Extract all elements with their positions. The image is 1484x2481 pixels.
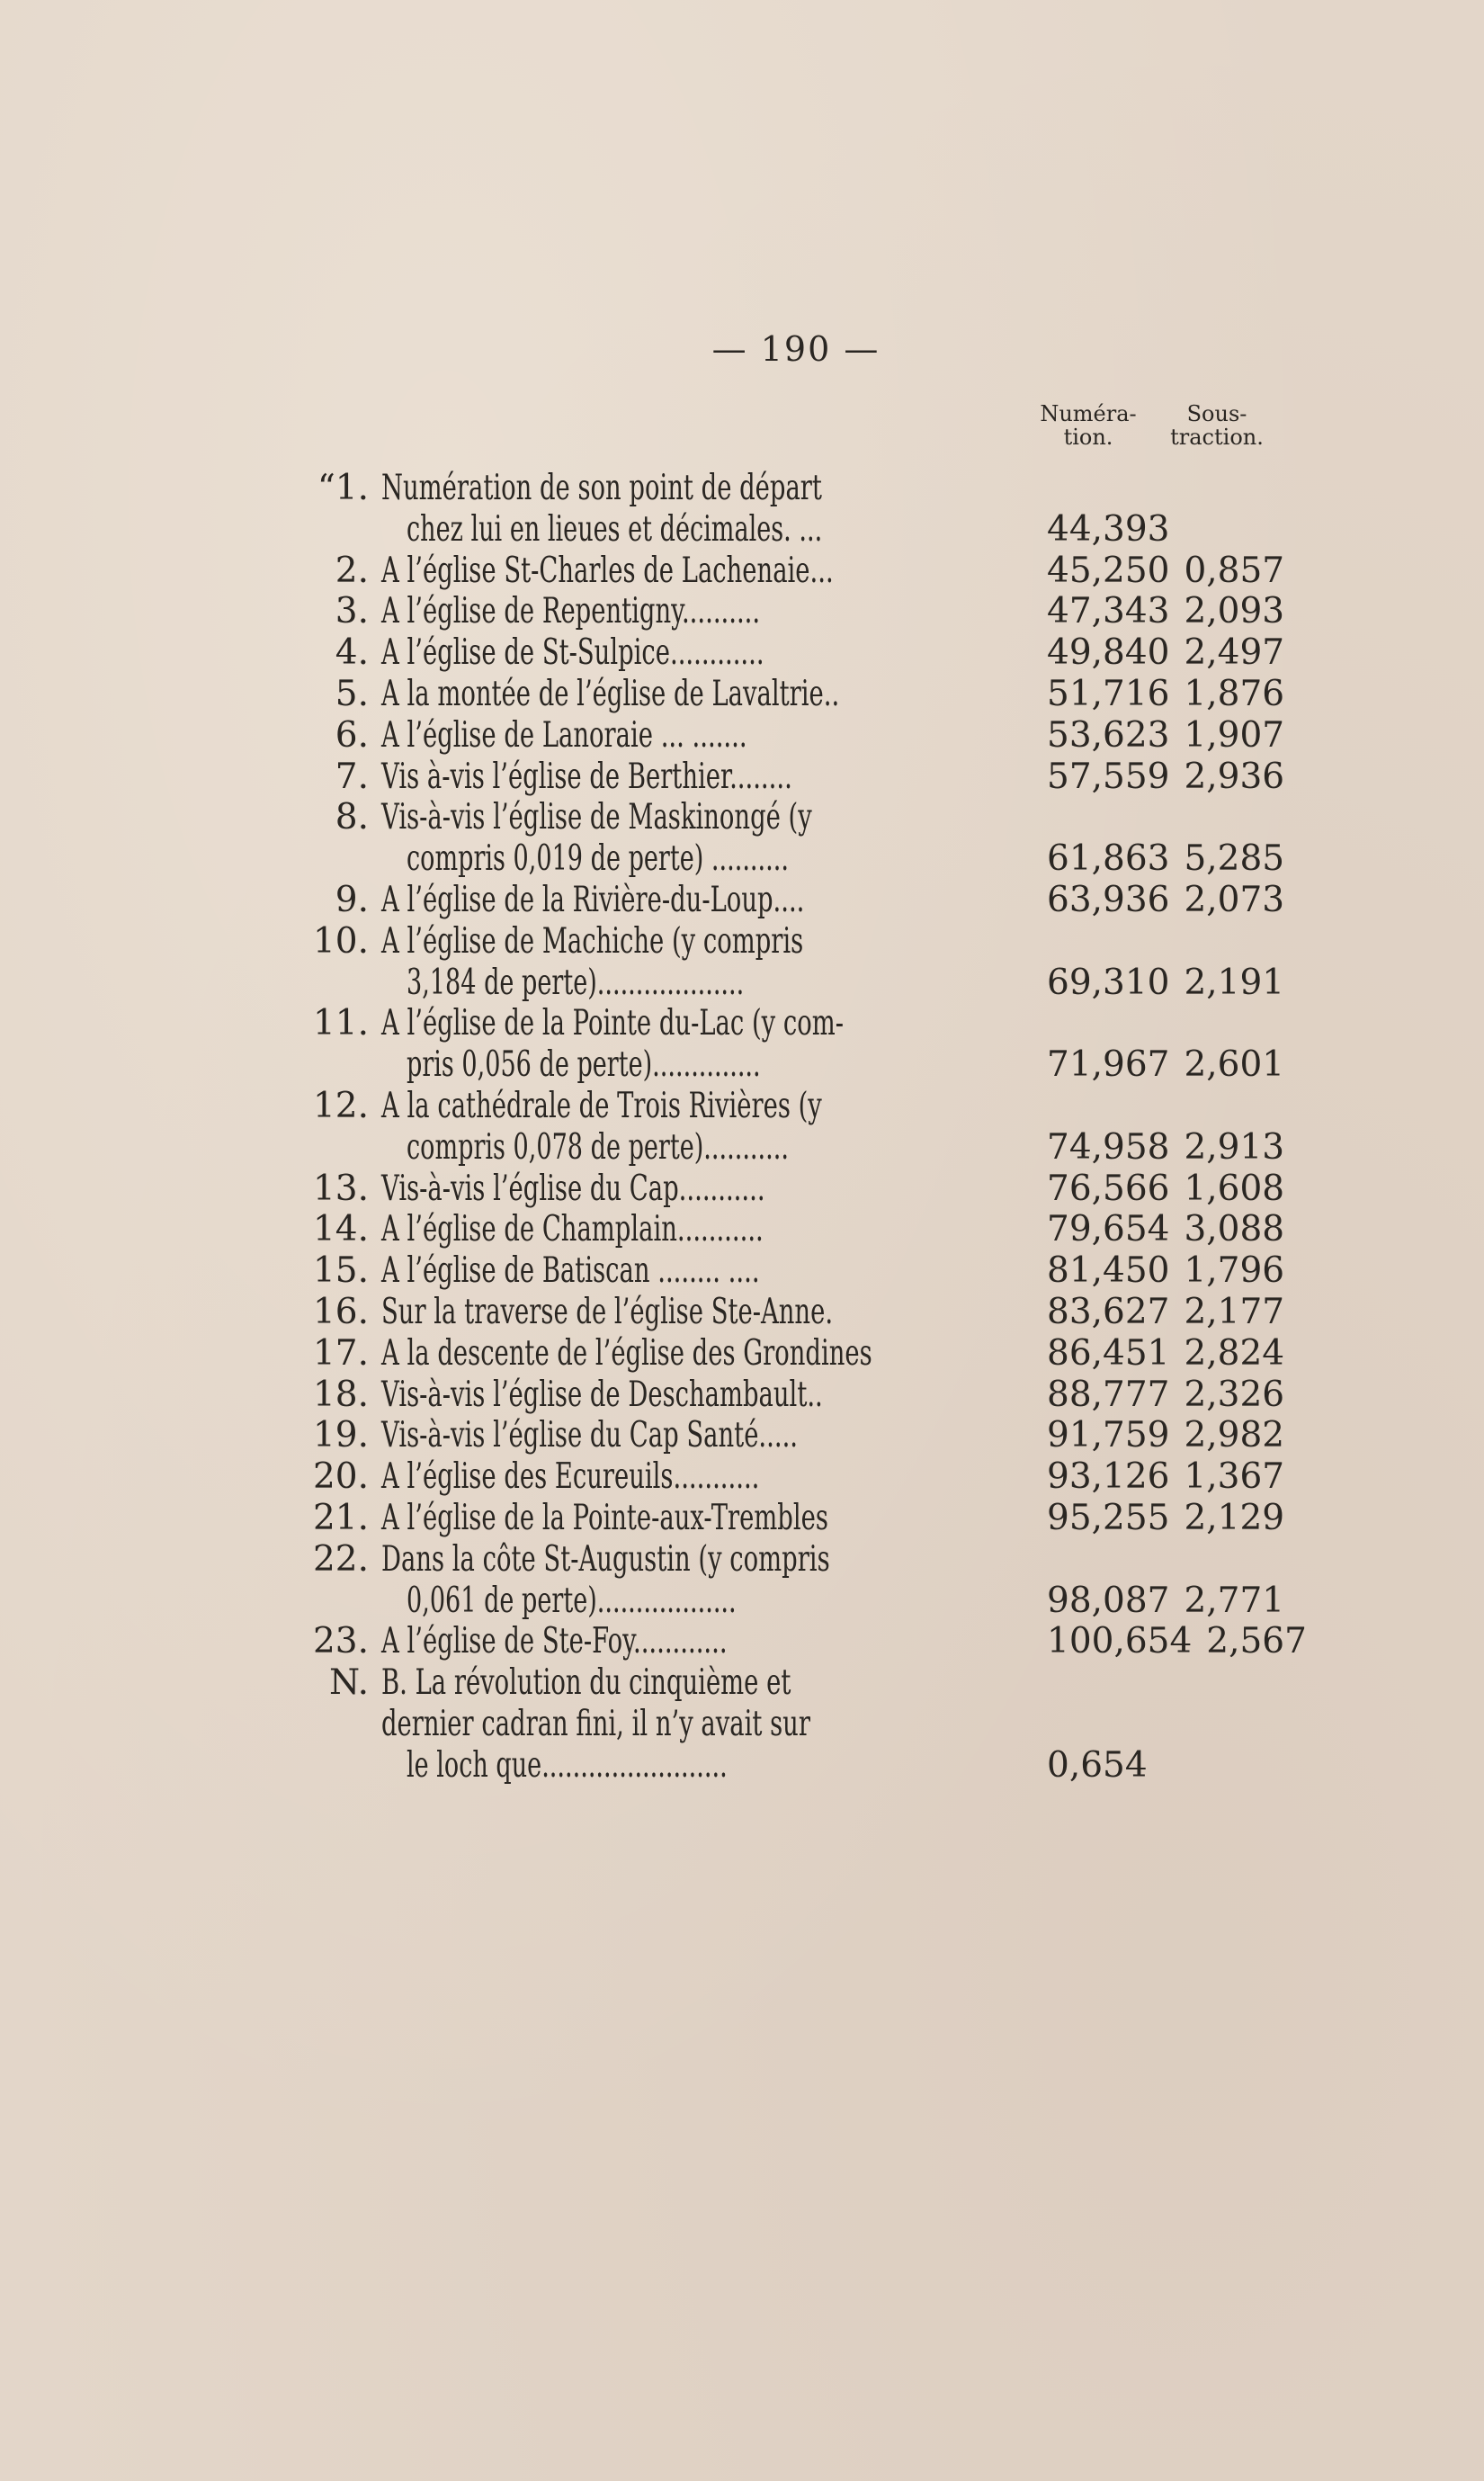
numeration-value: 100,654 [1047, 1621, 1193, 1662]
soustraction-value: 2,567 [1206, 1621, 1307, 1662]
soustraction-value: 2,824 [1184, 1332, 1285, 1374]
entry-values [1047, 1086, 1061, 1127]
numeration-value: 98,087 [1047, 1580, 1170, 1621]
entry-values [1047, 1209, 1284, 1250]
soustraction-value: 2,093 [1184, 591, 1285, 632]
soustraction-value: 2,601 [1184, 1044, 1285, 1086]
entry-text: A l’église de Repentigny.......... [381, 591, 761, 632]
list-item [306, 1003, 1313, 1044]
numeration-value: 93,126 [1047, 1456, 1170, 1498]
entry-values [1047, 1456, 1284, 1498]
entry-values [1047, 757, 1284, 798]
soustraction-value: 2,073 [1184, 879, 1285, 920]
list-item [306, 1621, 1313, 1662]
entry-values [1047, 674, 1284, 715]
entry-text: A l’église de la Pointe-aux-Trembles [381, 1497, 828, 1538]
entry-values [1047, 963, 1284, 1004]
entry-number: 20. [312, 1456, 369, 1498]
numeration-header-line-2: tion. [1063, 425, 1113, 450]
list-item [306, 880, 1313, 921]
list-item [306, 1662, 1313, 1704]
list-item [306, 963, 1313, 1004]
entry-values [1047, 921, 1061, 963]
entry-values [1047, 632, 1284, 674]
soustraction-value: 2,326 [1184, 1374, 1285, 1415]
numeration-column-header [1030, 402, 1147, 449]
list-item [306, 1127, 1313, 1169]
soustraction-value: 5,285 [1184, 838, 1285, 880]
list-item [306, 757, 1313, 798]
list-item [306, 1292, 1313, 1333]
list-item [306, 1704, 1313, 1745]
numeration-value: 88,777 [1047, 1374, 1170, 1415]
entry-values [1047, 1044, 1284, 1086]
entry-values [1047, 1169, 1284, 1210]
entry-text: Vis-à-vis l’église de Deschambault.. [381, 1374, 823, 1415]
numeration-value: 51,716 [1047, 673, 1170, 714]
entry-number: 22. [312, 1538, 369, 1580]
entry-text: A l’église de St-Sulpice............ [381, 632, 764, 674]
entry-text: Vis-à-vis l’église du Cap Santé..... [381, 1415, 799, 1456]
numeration-value: 95,255 [1047, 1497, 1170, 1538]
entry-text: A la cathédrale de Trois Rivières (y [381, 1085, 822, 1126]
list-item [306, 921, 1313, 963]
numeration-value: 86,451 [1047, 1332, 1170, 1374]
numeration-value: 81,450 [1047, 1250, 1170, 1292]
soustraction-value: 2,771 [1184, 1580, 1285, 1621]
entry-number: 18. [312, 1374, 369, 1415]
entry-values [1047, 1662, 1061, 1704]
numeration-value: 91,759 [1047, 1415, 1170, 1456]
entry-values [1047, 1581, 1284, 1622]
soustraction-value: 2,936 [1184, 756, 1285, 797]
entry-number: 8. [335, 797, 369, 838]
entry-values [1047, 1375, 1284, 1416]
numeration-value: 79,654 [1047, 1209, 1170, 1250]
numeration-value: 49,840 [1047, 632, 1170, 674]
numeration-header-line-1: Numéra- [1040, 401, 1137, 426]
entry-number: N. [328, 1662, 369, 1704]
entry-text: A l’église de Champlain........... [381, 1209, 764, 1250]
entry-number: 11. [312, 1003, 369, 1044]
entry-number: 16. [312, 1291, 369, 1332]
list-item [306, 468, 1313, 509]
list-item [306, 1333, 1313, 1375]
entry-text: compris 0,078 de perte)........... [407, 1126, 789, 1168]
entry-text: A l’église des Ecureuils........... [381, 1456, 760, 1498]
list-item [306, 674, 1313, 715]
list-item [306, 1415, 1313, 1456]
entry-values [1047, 838, 1284, 880]
entry-number: 7. [335, 756, 369, 797]
numeration-value: 61,863 [1047, 838, 1170, 880]
entry-values [1047, 1292, 1284, 1333]
list-item [306, 1456, 1313, 1498]
page-number: — 190 — [711, 329, 881, 369]
entry-text: Sur la traverse de l’église Ste-Anne. [381, 1291, 834, 1332]
list-item [306, 1498, 1313, 1539]
list-item [306, 1044, 1313, 1086]
entry-number: 23. [312, 1621, 369, 1662]
entry-text: A l’église de Batiscan ........ .... [381, 1250, 760, 1292]
entry-text: 3,184 de perte)................... [407, 962, 745, 1003]
numeration-value: 76,566 [1047, 1168, 1170, 1209]
entry-values [1047, 1003, 1061, 1044]
entry-values [1047, 1333, 1284, 1375]
entry-values [1047, 1704, 1061, 1745]
list-item [306, 1539, 1313, 1581]
entry-text: chez lui en lieues et décimales. ... [407, 508, 823, 550]
entry-values [1047, 797, 1061, 838]
soustraction-header-line-1: Sous- [1186, 401, 1247, 426]
soustraction-value: 1,796 [1184, 1250, 1285, 1292]
entry-number: 15. [312, 1250, 369, 1292]
list-item [306, 838, 1313, 880]
list-item [306, 509, 1313, 551]
entry-number: 9. [335, 879, 369, 920]
soustraction-value: 1,367 [1184, 1456, 1285, 1498]
entry-number: 12. [312, 1085, 369, 1126]
numeration-value: 53,623 [1047, 714, 1170, 756]
entry-values [1047, 1539, 1061, 1581]
entry-values [1047, 1415, 1284, 1456]
soustraction-value: 2,982 [1184, 1415, 1285, 1456]
numeration-value: 69,310 [1047, 962, 1170, 1003]
soustraction-value: 3,088 [1184, 1209, 1285, 1250]
entry-number: 14. [312, 1209, 369, 1250]
numeration-value: 47,343 [1047, 591, 1170, 632]
entry-values [1047, 1621, 1307, 1662]
soustraction-value: 0,857 [1184, 550, 1285, 591]
entry-text: A l’église de Ste-Foy............ [381, 1621, 728, 1662]
numeration-value: 0,654 [1047, 1744, 1148, 1786]
numeration-value: 45,250 [1047, 550, 1170, 591]
entry-text: B. La révolution du cinquième et [381, 1662, 791, 1704]
entry-number: 10. [312, 920, 369, 962]
entry-text: A l’église de Lanoraie ... ....... [381, 714, 747, 756]
soustraction-column-header [1154, 402, 1280, 449]
numeration-value: 44,393 [1047, 508, 1170, 550]
entry-values [1047, 715, 1284, 757]
soustraction-value: 2,191 [1184, 962, 1285, 1003]
soustraction-value: 2,129 [1184, 1497, 1285, 1538]
entry-text: A l’église de la Rivière-du-Loup.... [381, 879, 805, 920]
numeration-value: 83,627 [1047, 1291, 1170, 1332]
numeration-value: 71,967 [1047, 1044, 1170, 1086]
entry-number: “1. [317, 468, 369, 508]
entry-text: 0,061 de perte).................. [407, 1580, 737, 1621]
entry-text: A la montée de l’église de Lavaltrie.. [381, 673, 840, 714]
entry-text: le loch que........................ [407, 1744, 728, 1786]
soustraction-header-line-2: traction. [1170, 425, 1264, 450]
entry-text: Dans la côte St-Augustin (y compris [381, 1538, 830, 1580]
entry-values [1047, 1745, 1162, 1787]
list-item [306, 1250, 1313, 1292]
entry-number: 3. [335, 591, 369, 632]
entry-values [1047, 880, 1284, 921]
entry-number: 13. [312, 1168, 369, 1209]
entry-text: compris 0,019 de perte) .......... [407, 838, 789, 880]
numeration-value: 57,559 [1047, 756, 1170, 797]
entry-text: A la descente de l’église des Grondines [381, 1332, 872, 1374]
entry-values [1047, 1498, 1284, 1539]
list-item [306, 551, 1313, 592]
list-item [306, 1581, 1313, 1622]
entry-values [1047, 1127, 1284, 1169]
entry-number: 21. [312, 1497, 369, 1538]
entry-text: A l’église de la Pointe du-Lac (y com- [381, 1003, 844, 1044]
entry-number: 19. [312, 1415, 369, 1456]
entry-number: 5. [335, 673, 369, 714]
list-item [306, 1086, 1313, 1127]
entry-text: pris 0,056 de perte).............. [407, 1044, 761, 1086]
list-item [306, 715, 1313, 757]
list-item [306, 1745, 1313, 1787]
list-item [306, 591, 1313, 632]
soustraction-value: 1,608 [1184, 1168, 1285, 1209]
entry-values [1047, 509, 1184, 551]
entry-number: 2. [335, 550, 369, 591]
soustraction-value: 1,907 [1184, 714, 1285, 756]
entry-number: 17. [312, 1332, 369, 1374]
entry-text: Vis à-vis l’église de Berthier........ [381, 756, 792, 797]
numeration-value: 63,936 [1047, 879, 1170, 920]
entry-text: Numération de son point de départ [381, 468, 822, 508]
entry-values [1047, 468, 1061, 509]
entry-text: Vis-à-vis l’église de Maskinongé (y [381, 797, 812, 838]
entry-values [1047, 551, 1284, 592]
soustraction-value: 2,497 [1184, 632, 1285, 674]
entry-number: 4. [335, 632, 369, 674]
entry-text: A l’église de Machiche (y compris [381, 920, 804, 962]
list-item [306, 1169, 1313, 1210]
entry-text: A l’église St-Charles de Lachenaie... [381, 550, 834, 591]
list-item [306, 632, 1313, 674]
list-item [306, 1375, 1313, 1416]
entry-text: dernier cadran fini, il n’y avait sur [381, 1703, 810, 1744]
entry-number: 6. [335, 714, 369, 756]
soustraction-value: 2,177 [1184, 1291, 1285, 1332]
entry-values [1047, 591, 1284, 632]
soustraction-value: 2,913 [1184, 1126, 1285, 1168]
entries-list [306, 468, 1313, 1787]
soustraction-value: 1,876 [1184, 673, 1285, 714]
list-item [306, 797, 1313, 838]
list-item [306, 1209, 1313, 1250]
entry-text: Vis-à-vis l’église du Cap........... [381, 1168, 765, 1209]
numeration-value: 74,958 [1047, 1126, 1170, 1168]
entry-values [1047, 1250, 1284, 1292]
